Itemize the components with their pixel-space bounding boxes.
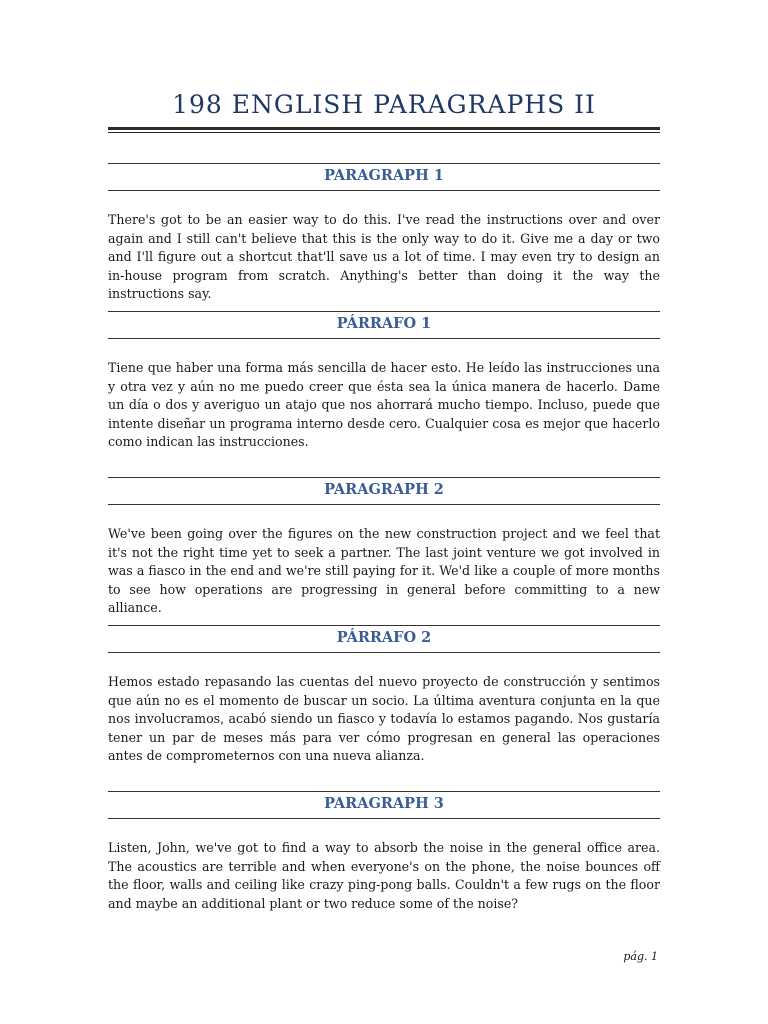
section-heading-box [108,791,660,819]
section-parrafo-2 [108,625,660,766]
section-heading: PARAGRAPH 2 [324,481,444,498]
section-paragraph-text: Tiene que haber una forma más sencilla de hacer esto. He leído las instrucciones una y otra vez y aún no me puedo creer que ésta sea la única manera de hacerlo. Dame un día o dos y averiguo un atajo que nos ahorrará mucho tiempo. Incluso, puede que intente diseñar un programa interno desde cero. Cualquier cosa es mejor que hacerlo como indican las instrucciones. [108,360,660,450]
section-paragraph-text: Hemos estado repasando las cuentas del nuevo proyecto de construcción y sentimos que aún no es el momento de buscar un socio. La última aventura conjunta en la que nos involucramos, acabó siendo un fiasco y todavía lo estamos pagando. Nos gustaría tener un par de meses más para ver cómo progresan en general las operaciones antes de comprometernos con una nueva alianza. [108,674,660,764]
section-paragraph-3 [108,791,660,913]
section-parrafo-1 [108,311,660,452]
section-paragraph-1 [108,163,660,304]
section-heading-box [108,163,660,191]
section-heading-box [108,311,660,339]
section-heading-box [108,477,660,505]
section-paragraph-text: There's got to be an easier way to do this. I've read the instructions over and over again and I still can't believe that this is the only way to do it. Give me a day or two and I'll figure out a shortcut that'll save us a lot of time. I may even try to design an in-house program from scratch. Anything's better than doing it the way the instructions say. [108,212,660,302]
section-heading: PARAGRAPH 1 [324,167,444,184]
section-heading: PARAGRAPH 3 [324,795,444,812]
section-paragraph-text: Listen, John, we've got to find a way to absorb the noise in the general office area. The acoustics are terrible and when everyone's on the phone, the noise bounces off the floor, walls and ceiling like crazy ping-pong balls. Couldn't a few rugs on the floor and maybe an additional plant or two reduce some of the noise? [108,840,660,911]
title-underline-thick [108,127,660,130]
section-heading: PÁRRAFO 2 [336,629,432,646]
title-underline-thin [108,132,660,133]
section-heading-box [108,625,660,653]
section-paragraph-2 [108,477,660,618]
page-number: pág. 1 [623,950,658,963]
section-paragraph-text: We've been going over the figures on the new construction project and we feel that it's not the right time yet to seek a partner. The last joint venture we got involved in was a fiasco in the end and we're still paying for it. We'd like a couple of more months to see how operations are progressing in general before committing to a new alliance. [108,526,660,616]
document-title: 198 ENGLISH PARAGRAPHS II [172,90,596,119]
section-heading: PÁRRAFO 1 [336,315,432,332]
